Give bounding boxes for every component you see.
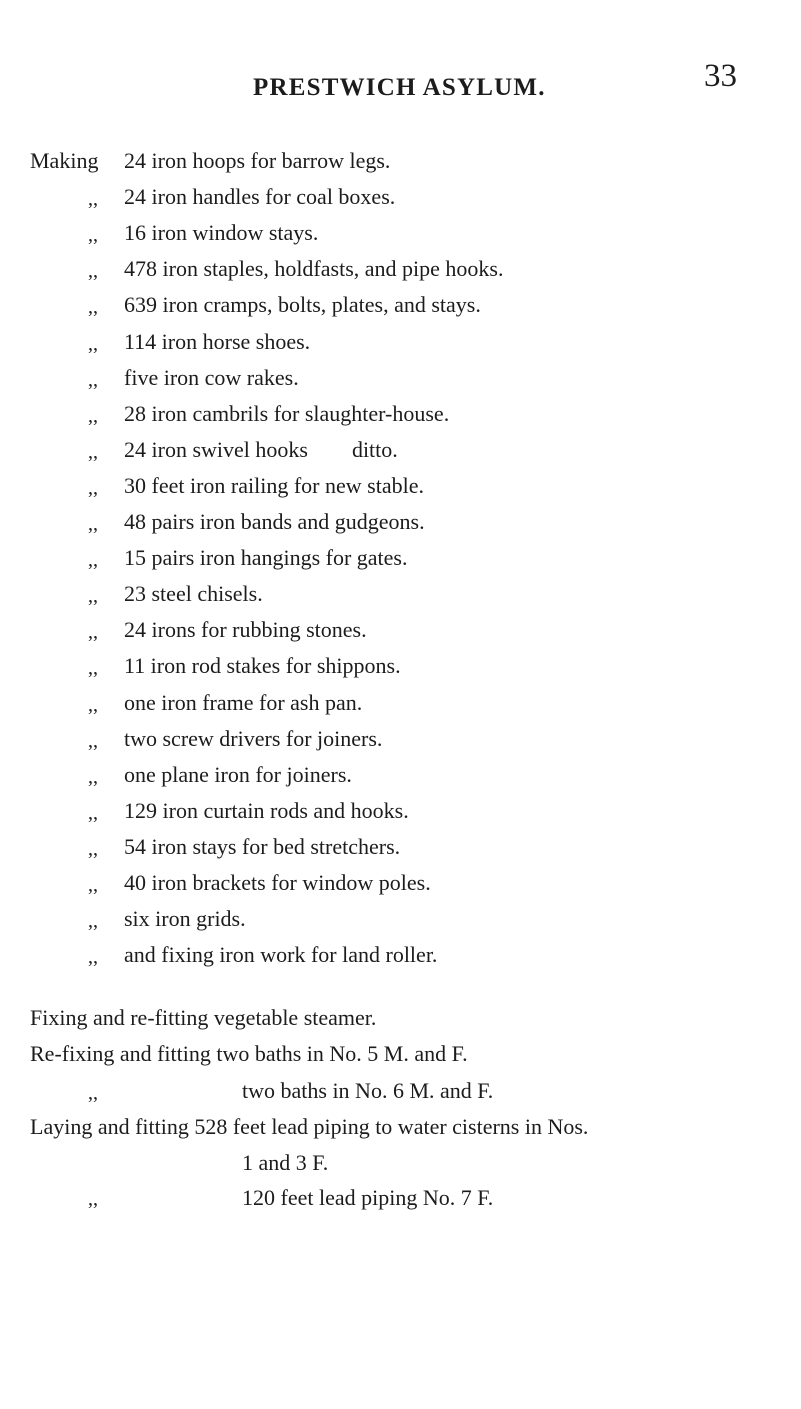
making-item: five iron cow rakes. xyxy=(124,364,299,390)
ditto-mark: ,, xyxy=(88,729,98,752)
making-item: 478 iron staples, holdfasts, and pipe hooks. xyxy=(124,256,504,282)
ditto-mark: ,, xyxy=(88,296,98,319)
ditto-mark: ,, xyxy=(88,224,98,247)
making-item: 48 pairs iron bands and gudgeons. xyxy=(124,509,425,534)
ditto-mark: ,, xyxy=(88,946,98,969)
making-item: 639 iron cramps, bolts, plates, and stays. xyxy=(124,292,481,318)
making-item: two screw drivers for joiners. xyxy=(124,725,383,751)
making-item: six iron grids. xyxy=(124,906,246,932)
making-item: 54 iron stays for bed stretchers. xyxy=(124,833,401,859)
ditto-mark: ,, xyxy=(88,476,98,499)
making-item: 11 iron rod stakes for shippons. xyxy=(124,653,401,679)
running-head: PRESTWICH ASYLUM. xyxy=(253,74,546,101)
page-number: 33 xyxy=(704,58,737,94)
making-item: 24 iron hoops for barrow legs. xyxy=(124,148,391,173)
page-header xyxy=(0,0,801,130)
ditto-mark: ,, xyxy=(88,1082,98,1104)
making-item: one iron frame for ash pan. xyxy=(124,689,363,715)
ditto-mark: ,, xyxy=(88,621,98,644)
making-item: 16 iron window stays. xyxy=(124,220,319,246)
ditto-mark: ,, xyxy=(88,657,98,680)
making-item: 40 iron brackets for window poles. xyxy=(124,870,431,895)
ditto-mark: ,, xyxy=(88,188,98,211)
laying-line-3: 120 feet lead piping No. 7 F. xyxy=(242,1185,494,1210)
ditto-mark: ,, xyxy=(88,765,98,788)
making-item: 24 iron swivel hooks ditto. xyxy=(124,436,398,462)
making-item: 30 feet iron railing for new stable. xyxy=(124,472,424,498)
making-item: 23 steel chisels. xyxy=(124,581,263,607)
ditto-mark: ,, xyxy=(88,801,98,824)
making-item: 24 irons for rubbing stones. xyxy=(124,617,367,643)
fixing-line: Fixing and re-fitting vegetable steamer. xyxy=(30,1005,377,1030)
laying-line-1: Laying and fitting 528 feet lead piping to water cisterns in Nos. xyxy=(30,1114,589,1139)
ditto-mark: ,, xyxy=(88,260,98,283)
laying-line-2: 1 and 3 F. xyxy=(242,1150,329,1175)
making-item: and fixing iron work for land roller. xyxy=(124,942,438,968)
ditto-mark: ,, xyxy=(88,368,98,391)
ditto-mark: ,, xyxy=(88,874,98,896)
refixing-line-2: two baths in No. 6 M. and F. xyxy=(242,1078,494,1103)
making-item: 15 pairs iron hangings for gates. xyxy=(124,545,408,571)
making-item: 28 iron cambrils for slaughter-house. xyxy=(124,400,450,426)
ditto-mark: ,, xyxy=(88,513,98,535)
ditto-mark: ,, xyxy=(88,440,98,463)
ditto-mark: ,, xyxy=(88,693,98,716)
making-lead: Making xyxy=(30,148,99,173)
ditto-mark: ,, xyxy=(88,910,98,933)
ditto-mark: ,, xyxy=(88,1188,98,1210)
ditto-mark: ,, xyxy=(88,585,98,608)
ditto-mark: ,, xyxy=(88,837,98,860)
refixing-line-1: Re-fixing and fitting two baths in No. 5 M. and F. xyxy=(30,1041,468,1066)
making-item: 129 iron curtain rods and hooks. xyxy=(124,797,409,823)
ditto-mark: ,, xyxy=(88,332,98,355)
ditto-mark: ,, xyxy=(88,549,98,572)
making-item: 24 iron handles for coal boxes. xyxy=(124,184,396,210)
making-item: one plane iron for joiners. xyxy=(124,761,352,787)
ditto-mark: ,, xyxy=(88,404,98,427)
making-item: 114 iron horse shoes. xyxy=(124,328,311,354)
